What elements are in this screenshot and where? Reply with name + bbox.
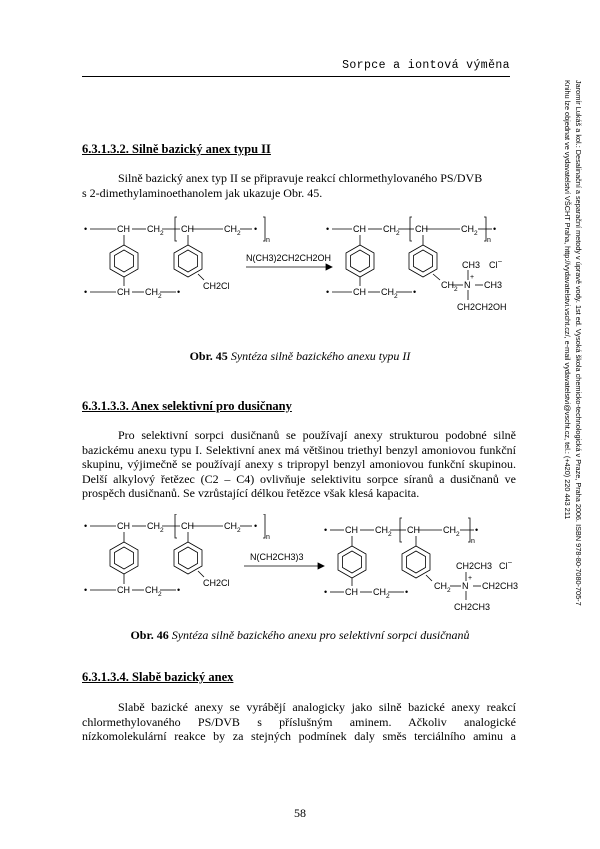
reaction-scheme-45: [80, 212, 520, 330]
plus-charge: +: [468, 575, 473, 582]
header-rule: [82, 76, 510, 77]
ch2-label: $CH_2$: [375, 525, 392, 538]
ethyl-label: CH2CH3: [482, 581, 519, 591]
reaction-scheme-46: [80, 514, 520, 622]
paragraph-line: bazickému anexu typu I. Selektivní anex má většinou triethyl benzyl amoniovou funkční: [82, 442, 516, 457]
n-subscript: n: [471, 538, 475, 545]
plus-charge: +: [470, 274, 475, 281]
ch2-label: $CH_2$: [147, 521, 164, 534]
header-title: Sorpce a iontová výměna: [342, 59, 510, 72]
chloride-label: Cl: [499, 561, 508, 571]
ethyl-label: CH2CH3: [456, 561, 493, 571]
ch2-label: $CH_2$: [373, 587, 390, 600]
paragraph-line: Silně bazický anex typ II se připravuje reakcí chlormethylovaného PS/DVB: [118, 171, 483, 185]
chain-end-marker: •: [324, 587, 328, 597]
ethyl-label: CH2CH3: [454, 602, 491, 612]
n-subscript: n: [487, 237, 491, 244]
ch-label: CH: [345, 587, 358, 597]
ch2-label: $CH_2$: [381, 287, 398, 300]
chain-end-marker: •: [475, 525, 479, 535]
ch2cl-label: CH2Cl: [203, 578, 230, 588]
ch2-label: $CH_2$: [443, 525, 460, 538]
side-note-line-1: Jaromír Lukáš a kol.: Desalinační a separační metody v úpravě vody. 1st ed. Vysoká škola chemicko-technologická v Praze, Praha 2006. ISBN 978-80-7080-705-7: [574, 80, 583, 606]
chain-end-marker: •: [326, 224, 330, 234]
paragraph-line: nízkomolekulární reakce by za stejných podmínek daly směs terciálního aminu a: [82, 729, 516, 744]
caption-text: Syntéza silně bazického anexu pro selektivní sorpci dusičnanů: [171, 628, 470, 642]
n-subscript: n: [266, 534, 270, 541]
chain-end-marker: •: [84, 585, 88, 595]
nitrogen-label: N: [464, 280, 471, 290]
chain-end-marker: •: [493, 224, 497, 234]
page-number: 58: [294, 806, 306, 820]
chain-end-marker: •: [84, 224, 88, 234]
section-heading-2: 6.3.1.3.2. Silně bazický anex typu II: [82, 142, 271, 156]
ch2-n-label: $CH_2$: [441, 280, 458, 293]
ch2-label: $CH_2$: [147, 224, 164, 237]
chain-end-marker: •: [177, 585, 181, 595]
ch2-label: $CH_2$: [224, 224, 241, 237]
ch-label: CH: [117, 287, 130, 297]
caption-label: Obr. 46: [130, 628, 169, 642]
ch-label: CH: [353, 224, 366, 234]
ch2ch2oh-label: CH2CH2OH: [457, 302, 507, 312]
paragraph-line: skupinu, výjimečně se používají anexy s tripropyl benzyl amoniovou funkční skupinou.: [82, 457, 516, 472]
ch3-label: CH3: [462, 260, 481, 270]
paragraph-slabe-bazicky: [82, 700, 516, 744]
paragraph-line: Pro selektivní sorpci dusičnanů se používají anexy strukturou podobné silně: [118, 428, 516, 442]
side-note-text: [560, 80, 584, 720]
paragraph-dusicnany: [82, 428, 516, 501]
side-note: [560, 80, 584, 720]
chain-end-marker: •: [326, 287, 330, 297]
side-note-line-2: Knihu lze objednat ve vydavatelství VŠCHT Praha, http://vydavatelstvi.vscht.cz/, e-mail vydavatelstvi@vscht.cz, tel.: (+420) 220 443 211: [563, 80, 572, 520]
paragraph-line: prospěch dusičnanů. Se vzrůstající délkou řetězce však klesá kapacita.: [82, 486, 420, 501]
ch2-label: $CH_2$: [224, 521, 241, 534]
chain-end-marker: •: [84, 287, 88, 297]
nitrogen-label: N: [462, 581, 469, 591]
chloride-label: Cl: [489, 260, 498, 270]
ch-label: CH: [117, 521, 130, 531]
chain-end-marker: •: [324, 525, 328, 535]
minus-charge: –: [508, 559, 512, 566]
minus-charge: –: [498, 258, 502, 265]
chain-end-marker: •: [254, 224, 258, 234]
chain-end-marker: •: [405, 587, 409, 597]
ch3-label: CH3: [484, 280, 503, 290]
ch2-label: $CH_2$: [145, 287, 162, 300]
section-heading-4: 6.3.1.3.4. Slabě bazický anex: [82, 670, 234, 684]
section-heading-3: 6.3.1.3.3. Anex selektivní pro dusičnany: [82, 399, 292, 413]
ch-label: CH: [117, 585, 130, 595]
paragraph-line: Delší alkylový řetězec (C2 – C4) ovlivňuje selektivitu sorpce síranů a dusičnanů ve: [82, 471, 516, 486]
ch2-label: $CH_2$: [461, 224, 478, 237]
ch-label: CH: [415, 224, 428, 234]
chain-end-marker: •: [254, 521, 258, 531]
ch2-label: $CH_2$: [145, 585, 162, 598]
ch-label: CH: [407, 525, 420, 535]
figure-caption-45: [0, 349, 600, 364]
paragraph-line: chlormethylovaného PS/DVB s příslušným aminem. Ačkoliv analogické: [82, 714, 516, 729]
chain-end-marker: •: [177, 287, 181, 297]
ch-label: CH: [117, 224, 130, 234]
paragraph-line: s 2-dimethylaminoethanolem jak ukazuje Obr. 45.: [82, 185, 323, 200]
n-subscript: n: [266, 237, 270, 244]
ch-label: CH: [181, 521, 194, 531]
ch2cl-label: CH2Cl: [203, 281, 230, 291]
reagent-label: N(CH2CH3)3: [250, 552, 304, 562]
chain-end-marker: •: [84, 521, 88, 531]
ch2-n-label: $CH_2$: [434, 581, 451, 594]
ch2-label: $CH_2$: [383, 224, 400, 237]
paragraph-line: Slabě bazické anexy se vyrábějí analogicky jako silně bazické anexy reakcí: [118, 700, 516, 714]
ch-label: CH: [353, 287, 366, 297]
caption-label: Obr. 45: [189, 349, 228, 363]
ch-label: CH: [181, 224, 194, 234]
ch-label: CH: [345, 525, 358, 535]
figure-caption-46: [0, 628, 600, 643]
chain-end-marker: •: [413, 287, 417, 297]
reagent-label: N(CH3)2CH2CH2OH: [246, 253, 332, 263]
caption-text: Syntéza silně bazického anexu typu II: [230, 349, 411, 363]
paragraph-anex-typ-ii: [82, 171, 516, 200]
